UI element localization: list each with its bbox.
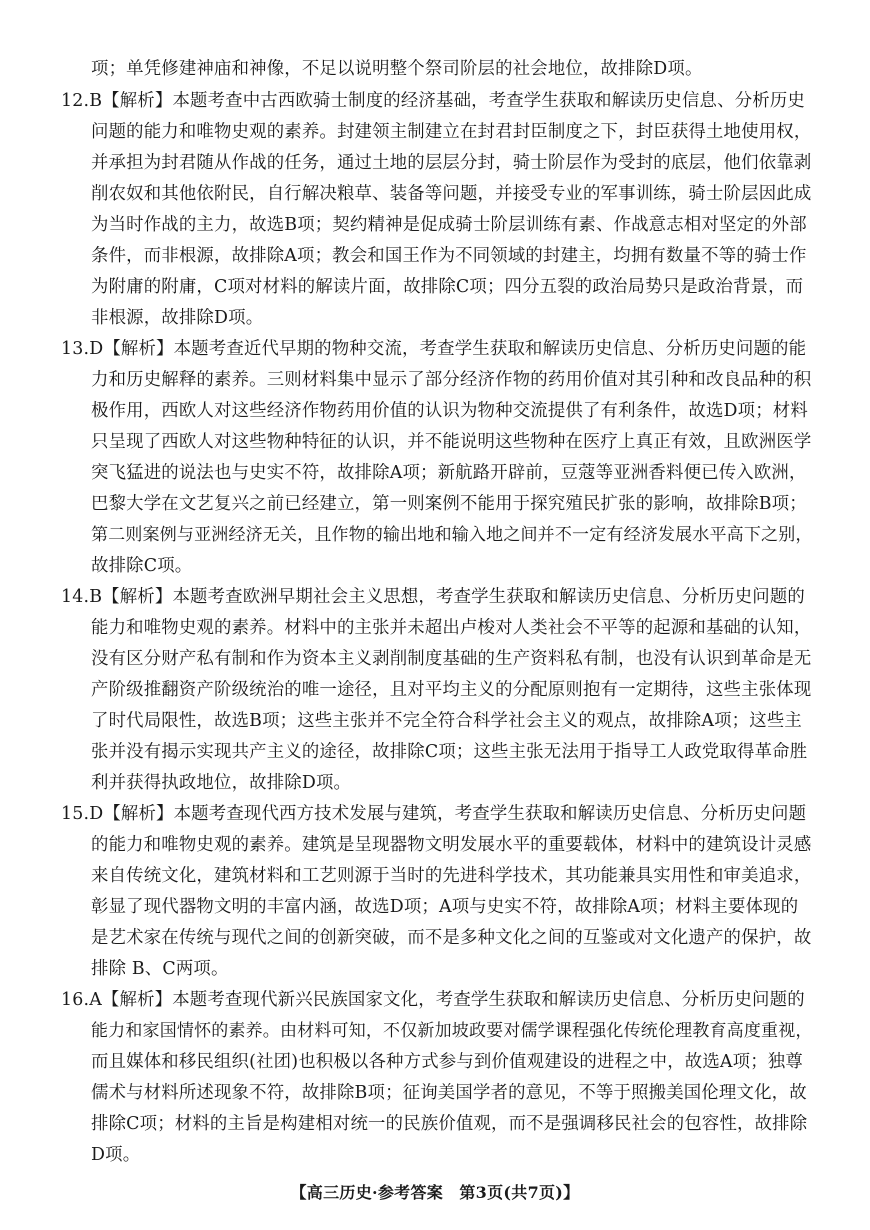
text-line: 非根源，故排除D项。: [91, 308, 264, 328]
text-line: 项；单凭修建神庙和神像，不足以说明整个祭司阶层的社会地位，故排除D项。: [91, 59, 703, 79]
text-line: 条件，而非根源，故排除A项；教会和国王作为不同领域的封建主，均拥有数量不等的骑士作: [91, 246, 807, 266]
text-line: 彰显了现代器物文明的丰富内涵，故选D项；A项与史实不符，故排除A项；材料主要体现的: [91, 897, 799, 917]
page-footer: 【高三历史·参考答案 第3页(共7页)】: [290, 1183, 580, 1202]
text-line: 为附庸的附庸，C项对材料的解读片面，故排除C项；四分五裂的政治局势只是政治背景，而: [91, 277, 804, 297]
text-line: 排除 B、C两项。: [91, 959, 229, 979]
text-line: 产阶级推翻资产阶级统治的唯一途径，且对平均主义的分配原则抱有一定期待，这些主张体现: [91, 680, 812, 700]
answer-13-heading-line: 13.D【解析】本题考查近代早期的物种交流，考查学生获取和解读历史信息、分析历史问题的能: [61, 339, 807, 359]
answer-15-heading-line: 15.D【解析】本题考查现代西方技术发展与建筑，考查学生获取和解读历史信息、分析历史问题: [61, 804, 807, 824]
text-line: 并承担为封君随从作战的任务，通过土地的层层分封，骑士阶层作为受封的底层，他们依靠剥: [91, 153, 812, 173]
text-line: 问题的能力和唯物史观的素养。封建领主制建立在封君封臣制度之下，封臣获得土地使用权，: [91, 122, 812, 142]
text-line: 极作用，西欧人对这些经济作物药用价值的认识为物种交流提供了有利条件，故选D项；材料: [91, 401, 808, 421]
text-line: 第二则案例与亚洲经济无关，且作物的输出地和输入地之间并不一定有经济发展水平高下之别，: [91, 525, 813, 545]
text-line: 了时代局限性，故选B项；这些主张并不完全符合科学社会主义的观点，故排除A项；这些主: [91, 711, 802, 731]
answer-16-heading-line: 16.A【解析】本题考查现代新兴民族国家文化，考查学生获取和解读历史信息、分析历史问题的: [61, 990, 805, 1010]
answer-12-heading-line: 12.B【解析】本题考查中古西欧骑士制度的经济基础，考查学生获取和解读历史信息、分析历史: [61, 91, 805, 111]
answer-14-heading-line: 14.B【解析】本题考查欧洲早期社会主义思想，考查学生获取和解读历史信息、分析历史问题的: [61, 587, 805, 607]
text-line: 力和历史解释的素养。三则材料集中显示了部分经济作物的药用价值对其引种和改良品种的积: [91, 370, 812, 390]
text-line: 没有区分财产私有制和作为资本主义剥削制度基础的生产资料私有制，也没有认识到革命是无: [91, 649, 812, 669]
text-line: 的能力和唯物史观的素养。建筑是呈现器物文明发展水平的重要载体，材料中的建筑设计灵感: [91, 835, 812, 855]
text-line: 为当时作战的主力，故选B项；契约精神是促成骑士阶层训练有素、作战意志相对坚定的外部: [91, 215, 807, 235]
text-line: 来自传统文化，建筑材料和工艺则源于当时的先进科学技术，其功能兼具实用性和审美追求，: [91, 866, 812, 886]
text-line: 而且媒体和移民组织(社团)也积极以各种方式参与到价值观建设的进程之中，故选A项；独尊: [91, 1052, 803, 1072]
text-line: 是艺术家在传统与现代之间的创新突破，而不是多种文化之间的互鉴或对文化遗产的保护，故: [91, 928, 812, 948]
text-line: 能力和唯物史观的素养。材料中的主张并未超出卢梭对人类社会不平等的起源和基础的认知，: [91, 618, 812, 638]
text-line: 排除C项；材料的主旨是构建相对统一的民族价值观，而不是强调移民社会的包容性，故排除: [91, 1114, 808, 1134]
text-line: 削农奴和其他依附民，自行解决粮草、装备等问题，并接受专业的军事训练，骑士阶层因此成: [91, 184, 812, 204]
text-line: D项。: [91, 1145, 141, 1165]
text-line: 张并没有揭示实现共产主义的途径，故排除C项；这些主张无法用于指导工人政党取得革命胜: [91, 742, 808, 762]
text-line: 只呈现了西欧人对这些物种特征的认识，并不能说明这些物种在医疗上真正有效，且欧洲医学: [91, 432, 812, 452]
text-line: 故排除C项。: [91, 556, 193, 576]
text-line: 儒术与材料所述现象不符，故排除B项；征询美国学者的意见，不等于照搬美国伦理文化，故: [91, 1083, 807, 1103]
text-line: 突飞猛进的说法也与史实不符，故排除A项；新航路开辟前，豆蔻等亚洲香料便已传入欧洲，: [91, 463, 807, 483]
text-line: 能力和家国情怀的素养。由材料可知，不仅新加坡政要对儒学课程强化传统伦理教育高度重视，: [91, 1021, 813, 1041]
text-line: 利并获得执政地位，故排除D项。: [91, 773, 352, 793]
text-line: 巴黎大学在文艺复兴之前已经建立，第一则案例不能用于探究殖民扩张的影响，故排除B项；: [91, 494, 807, 514]
